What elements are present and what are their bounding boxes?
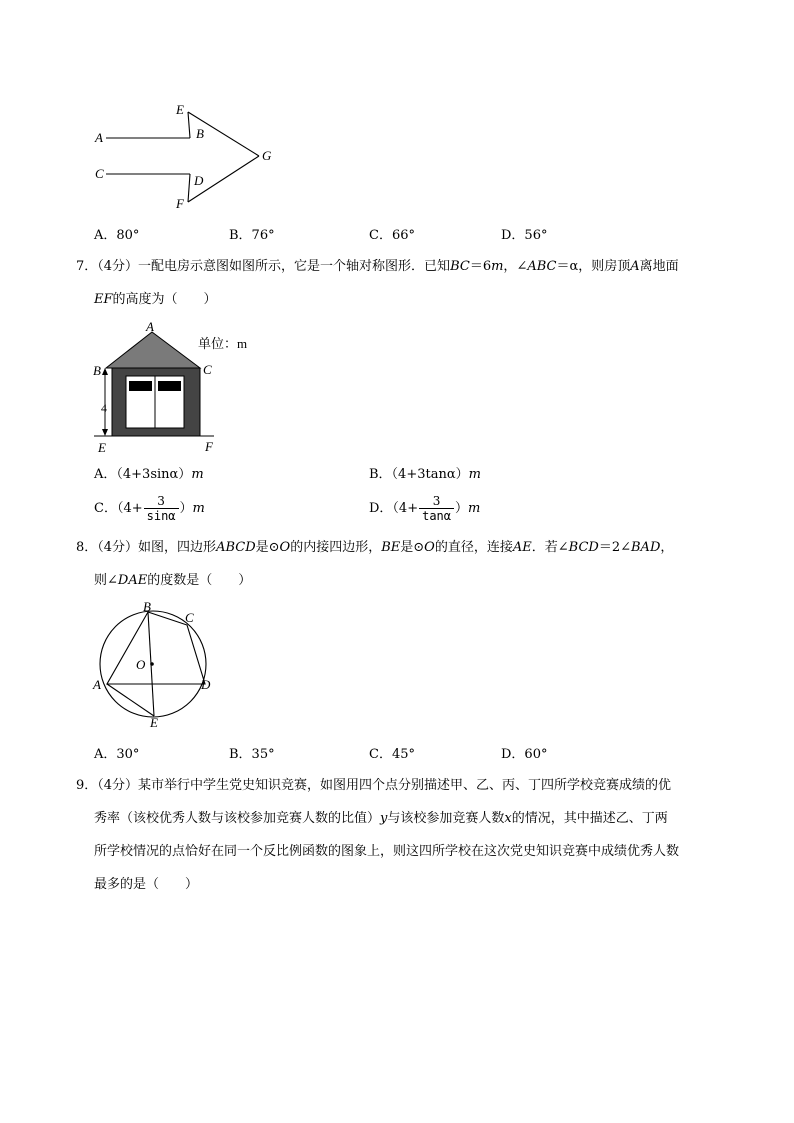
q7-text: 一配电房示意图如图所示，它是一个轴对称图形．已知	[138, 259, 451, 274]
q7-option-d[interactable]: D．（4+ $\frac{3}{\tan\alpha}$ ）m	[369, 494, 481, 523]
house-figure	[92, 318, 262, 458]
label-e: E	[176, 102, 184, 117]
q9-number: 9．（4分）	[76, 778, 139, 793]
circle-label-b: B	[143, 599, 151, 614]
circle-label-d: D	[201, 677, 211, 692]
circle-label-a: A	[93, 677, 101, 692]
circle-figure	[88, 598, 228, 733]
house-label-c: C	[203, 362, 212, 377]
q9-stem: 9．（4分）某市举行中学生党史知识竞赛，如图用四个点分别描述甲、乙、丙、丁四所学校竞赛成绩的优 秀率（该校优秀人数与该校参加竞赛人数的比值）y与该校参加竞赛人数x的情况，其中描述乙、丁两 所学校情况的点恰好在同一个反比例函数的图象上，则这四所学校在这次党史知识竞赛中成绩优秀人数 最多的是（ ）	[76, 778, 680, 892]
house-label-a: A	[146, 319, 154, 334]
house-label-f: F	[205, 439, 213, 454]
fraction: $\frac{3}{\tan\alpha}$	[419, 494, 454, 523]
house-label-e: E	[98, 440, 106, 455]
fraction: $\frac{3}{\sin\alpha}$	[144, 494, 179, 523]
q7-number: 7．（4分）	[76, 259, 139, 274]
q8-option-c[interactable]: C．45°	[369, 747, 415, 762]
label-f: F	[176, 196, 184, 211]
label-d: D	[194, 173, 204, 188]
q8-option-b[interactable]: B．35°	[229, 747, 275, 762]
label-c: C	[95, 166, 104, 181]
circle-label-e: E	[150, 715, 158, 730]
q6-option-a[interactable]: A．80°	[94, 228, 140, 243]
q7-option-b[interactable]: B．（4+3tanα）m	[369, 467, 481, 482]
label-g: G	[262, 148, 272, 163]
arrow-figure	[86, 98, 286, 216]
q6-option-b[interactable]: B．76°	[229, 228, 275, 243]
q8-option-d[interactable]: D．60°	[501, 747, 548, 762]
house-height: 4	[101, 401, 107, 415]
q7-stem: 7．（4分）一配电房示意图如图所示，它是一个轴对称图形．已知BC＝6m，∠ABC＝α，则房顶A离地面 EF的高度为（ ）	[76, 259, 679, 307]
q8-option-a[interactable]: A．30°	[94, 747, 140, 762]
unit-label: 单位：m	[198, 336, 248, 351]
q6-option-d[interactable]: D．56°	[501, 228, 548, 243]
circle-label-o: O	[136, 657, 146, 672]
house-label-b: B	[93, 363, 101, 378]
label-b: B	[196, 126, 204, 141]
q8-number: 8．（4分）	[76, 540, 139, 555]
circle-label-c: C	[185, 610, 194, 625]
q8-stem: 8．（4分）如图，四边形ABCD是⊙O的内接四边形，BE是⊙O的直径，连接AE．若∠BCD＝2∠BAD， 则∠DAE的度数是（ ）	[76, 540, 674, 588]
q7-option-a[interactable]: A．（4+3sinα）m	[94, 467, 204, 482]
label-a: A	[95, 130, 103, 145]
q7-option-c[interactable]: C．（4+ $\frac{3}{\sin\alpha}$ ）m	[94, 494, 205, 523]
q6-option-c[interactable]: C．66°	[369, 228, 415, 243]
